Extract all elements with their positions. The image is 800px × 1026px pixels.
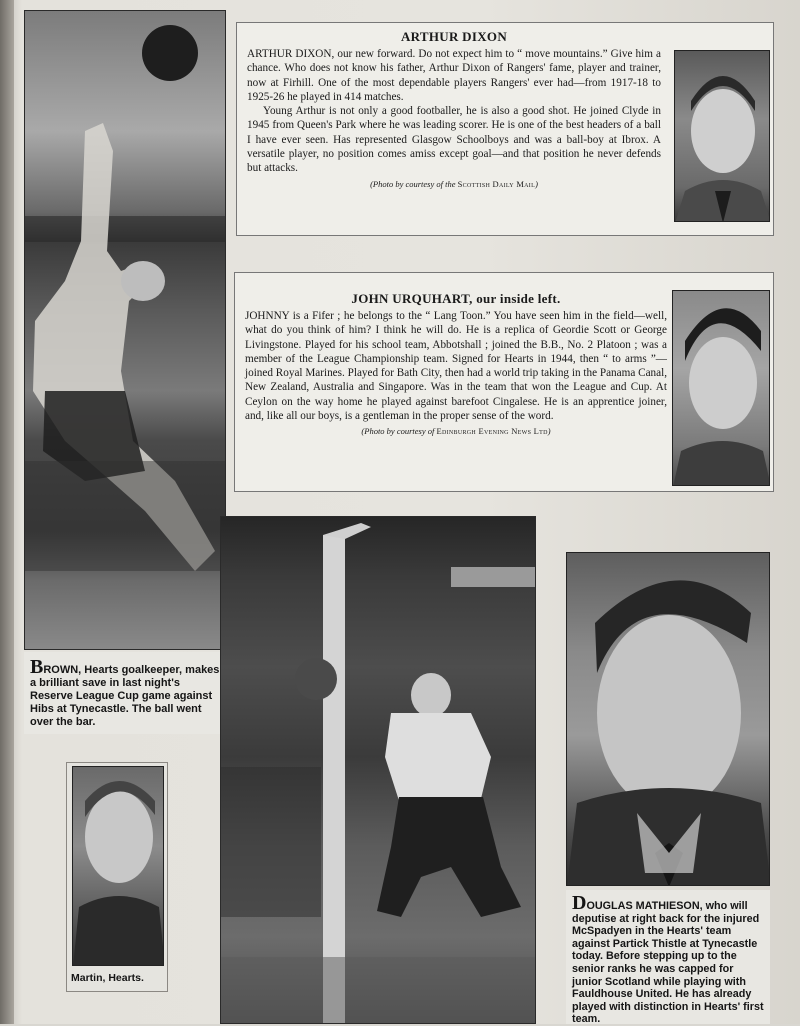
john-urquhart-portrait-illustration	[673, 291, 770, 486]
goalmouth-action-illustration	[221, 517, 536, 1024]
arthur-dixon-paragraph-1: ARTHUR DIXON, our new forward. Do not expect him to “ move mountains.” Give him a chance. Who does not know his father, Arthur Dixon of Rangers' fame, player and trainer, now at Firhill. One of the most dependable players Rangers' ever had—from 1917-18 to 1925-26 he played in 414 matches.	[247, 48, 661, 103]
arthur-dixon-portrait-illustration	[675, 51, 770, 222]
douglas-mathieson-portrait-illustration	[567, 553, 770, 886]
john-urquhart-photo-credit: (Photo by courtesy of Edinburgh Evening News Ltd)	[361, 426, 551, 437]
martin-portrait	[72, 766, 164, 966]
john-urquhart-portrait	[672, 290, 770, 486]
brown-caption-text: ROWN, Hearts goalkeeper, makes a brilliant save in last night's Reserve League Cup game against Hibs at Tynecastle. The ball went over the bar.	[30, 664, 220, 728]
martin-portrait-illustration	[73, 767, 164, 966]
page-binding	[0, 0, 14, 1024]
goalkeeper-save-photo	[24, 10, 226, 650]
arthur-dixon-portrait	[674, 50, 770, 222]
arthur-dixon-photo-credit: (Photo by courtesy of the Scottish Daily Mail)	[370, 178, 538, 189]
john-urquhart-heading: JOHN URQUHART, our inside left.	[351, 291, 561, 306]
arthur-dixon-heading: ARTHUR DIXON	[400, 29, 508, 44]
goalmouth-action-photo	[220, 516, 536, 1024]
brown-caption	[24, 652, 224, 734]
douglas-mathieson-caption	[566, 890, 770, 1024]
brown-caption-dropcap: B	[30, 656, 44, 678]
arthur-dixon-paragraph-2: Young Arthur is not only a good footballer, he is also a good shot. He joined Clyde in 1945 from Queen's Park where he was leading scorer. He is one of the best headers of a ball I have ever seen. Has represented Glasgow Schoolboys and was a ball-boy at Ibrox. A versatile player, no position comes amiss except goal—and that position he never defends but attacks.	[247, 105, 661, 175]
martin-caption	[68, 970, 166, 988]
goalkeeper-save-illustration	[25, 11, 226, 650]
douglas-mathieson-caption-dropcap: D	[572, 892, 587, 914]
douglas-mathieson-caption-text: OUGLAS MATHIESON, who will deputise at right back for the injured McSpadyen in the Hearts' team against Partick Thistle at Tynecastle today. Before stepping up to the senior ranks he was capped for junior Scotland while playing with Fauldhouse United. He has already played with distinction in Hearts' first team.	[572, 900, 764, 1026]
john-urquhart-paragraph: JOHNNY is a Fifer ; he belongs to the “ Lang Toon.” You have seen him in the field—well, what do you think of him? I think he will do. He is a replica of Geordie Scott or George Livingstone. Played for his school team, Abbotshall ; joined the B.B., No. 2 Platoon ; was a member of the League Championship team. Signed for Hearts in 1944, then “ to arms ”—joined Royal Marines. Played for Bath City, then had a world trip taking in the Panama Canal, New Zealand, Australia and Singapore. Was in the team that won the League and Cup. At Ceylon on the way home he played against barefoot Cingalese. He is an apprentice joiner, and, like all our boys, is a gentleman in the proper sense of the word.	[245, 310, 667, 423]
douglas-mathieson-portrait	[566, 552, 770, 886]
martin-caption-text: Martin, Hearts.	[71, 972, 144, 984]
